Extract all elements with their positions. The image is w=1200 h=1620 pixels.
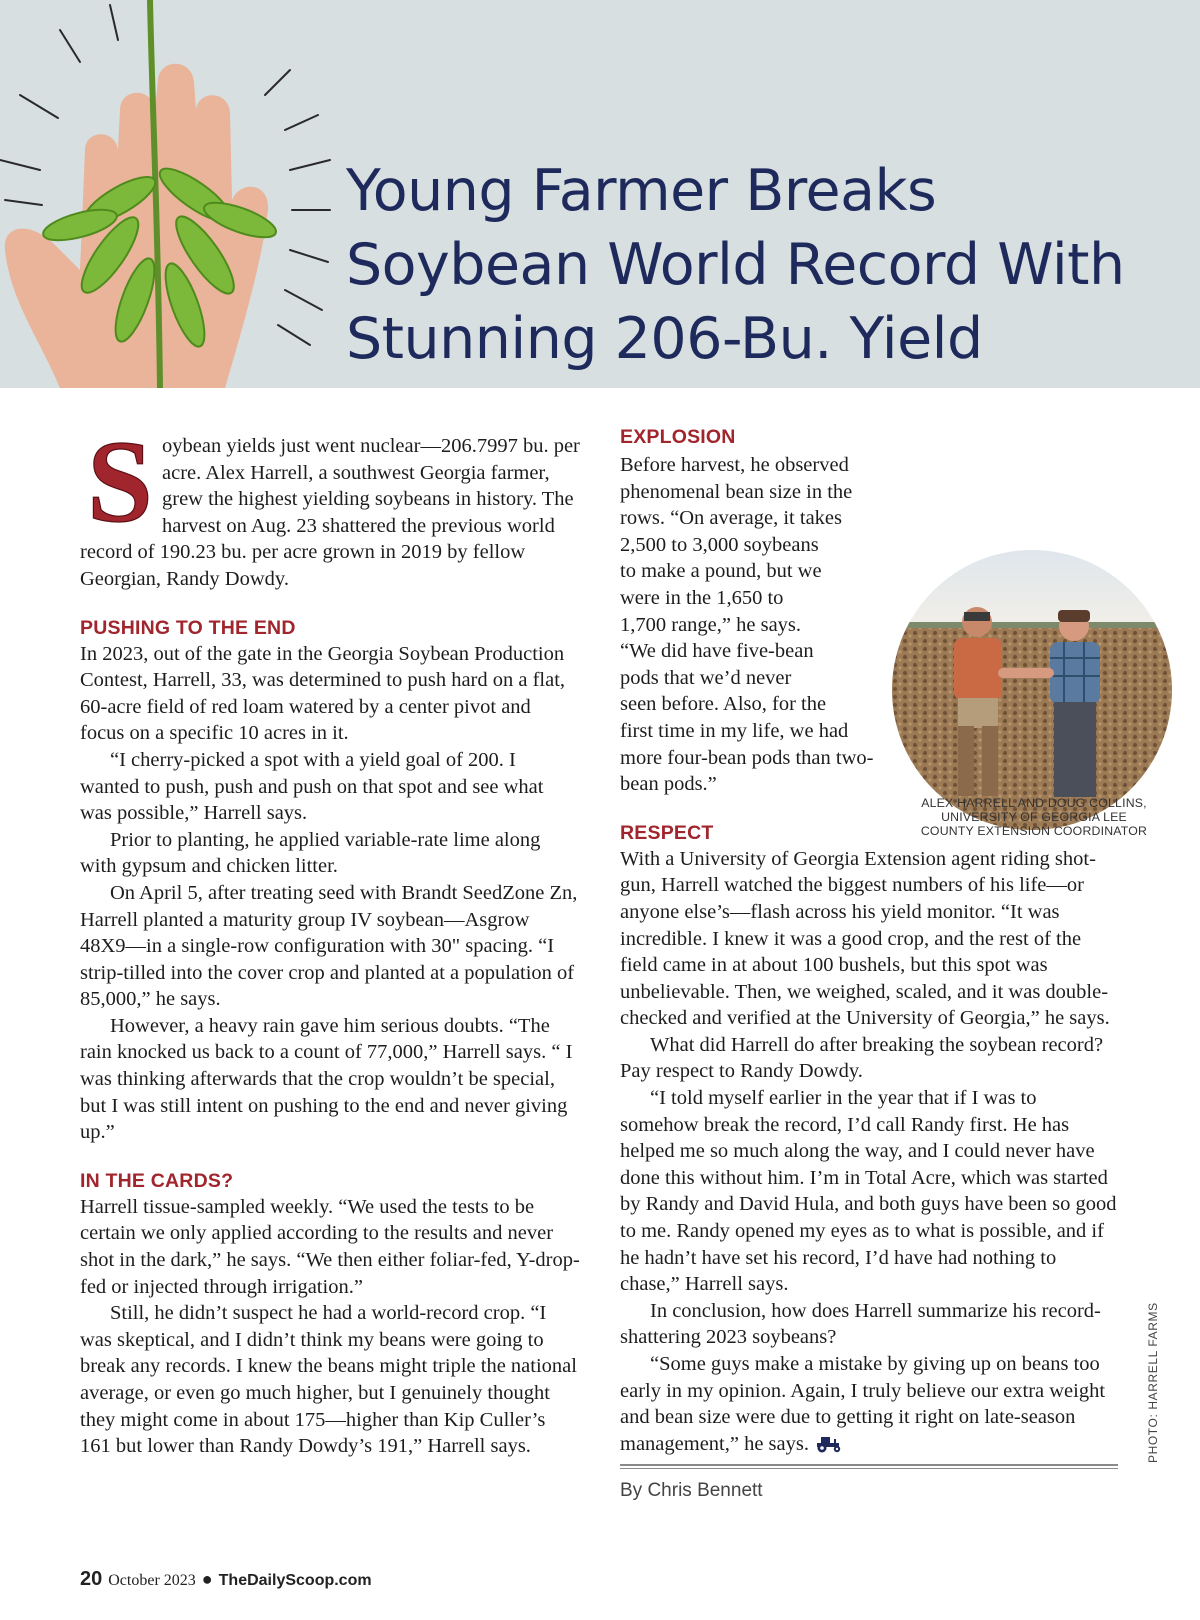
section-heading: RESPECT	[620, 821, 714, 844]
tractor-icon	[815, 1435, 845, 1453]
body-paragraph: Harrell tissue-sampled weekly. “We used the tests to be certain we only applied according to the results and never shot in the dark,” he says. “We then either foliar-fed, Y-drop-fed or injected through irrigation.”	[80, 1195, 580, 1298]
divider	[620, 1464, 1118, 1466]
body-paragraph: However, a heavy rain gave him serious doubts. “The rain knocked us back to a count of 77,000,” Harrell says. “ I was thinking afterwards that the crop wouldn’t be special, but I was still intent on pushing to the end and never giving up.”	[80, 1014, 573, 1144]
soybean-hand-illustration	[0, 0, 340, 388]
body-paragraph: With a University of Georgia Extension agent riding shotgun, Harrell watched the biggest numbers of his life—or anyone else’s—flash across his yield monitor. “It was incredible. I knew it was a good crop, and the rest of the field came in at about 100 bushels, but this spot was unbelievable. Then, we weighed, scaled, and it was double-checked and verified at the University of Georgia,” he says.	[620, 847, 1110, 1030]
issue-date: October 2023	[108, 1572, 196, 1589]
divider	[620, 1468, 1118, 1469]
section-heading: PUSHING TO THE END	[80, 616, 296, 639]
body-paragraph: In 2023, out of the gate in the Georgia Soybean Production Contest, Harrell, 33, was determined to push hard on a flat, 60-acre field of red loam watered by a center pivot and focus on a specific 10 acres in it.	[80, 642, 566, 745]
photo-caption	[900, 796, 1168, 838]
bullet-icon: ●	[201, 1569, 213, 1589]
caption-line: ALEX HARRELL AND DOUG COLLINS,	[921, 796, 1147, 810]
page-number: 20	[80, 1568, 103, 1590]
byline: By Chris Bennett	[620, 1480, 763, 1501]
caption-line: COUNTY EXTENSION COORDINATOR	[920, 824, 1148, 838]
body-paragraph: What did Harrell do after breaking the soybean record? Pay respect to Randy Dowdy.	[620, 1033, 1104, 1083]
headline-line: Soybean World Record With	[346, 232, 1125, 298]
drop-cap-letter	[80, 435, 160, 531]
section-heading: EXPLOSION	[620, 426, 736, 448]
body-paragraph: “I cherry-picked a spot with a yield goal of 200. I wanted to push, push and push on that spot and see what was possible,” Harrell says.	[80, 748, 544, 825]
headline-line: Stunning 206-Bu. Yield	[346, 306, 983, 372]
body-paragraph: On April 5, after treating seed with Brandt SeedZone Zn, Harrell planted a maturity group IV soybean—Asgrow 48X9—in a single-row configuration with 30" spacing. “I strip-tilled into the cover crop and planted at a population of 85,000,” he says.	[80, 881, 578, 1011]
body-paragraph: Prior to planting, he applied variable-rate lime along with gypsum and chicken litter.	[80, 828, 541, 878]
article-headline	[346, 154, 1125, 376]
intro-paragraph: oybean yields just went nuclear—206.7997 bu. per acre. Alex Harrell, a southwest Georgia farmer, grew the highest yielding soybeans in history. The harvest on Aug. 23 shattered the previous world record of 190.23 bu. per acre grown in 2019 by fellow Georgian, Randy Dowdy.	[80, 435, 580, 590]
caption-line: UNIVERSITY OF GEORGIA LEE	[941, 810, 1127, 824]
photo-credit: PHOTO: HARRELL FARMS	[1146, 1302, 1160, 1463]
left-column	[80, 433, 580, 1460]
body-paragraph: In conclusion, how does Harrell summarize his record-shattering 2023 soybeans?	[620, 1299, 1101, 1349]
section-heading: IN THE CARDS?	[80, 1169, 234, 1192]
svg-text:S: S	[87, 435, 153, 531]
body-paragraph	[620, 1351, 1120, 1457]
headline-line: Young Farmer Breaks	[346, 158, 937, 224]
body-paragraph: Before harvest, he observed phenomenal bean size in the rows. “On average, it takes 2,500 to 3,000 soybeans to make a pound, but we were in the 1,650 to 1,700 range,” he says. “We did have five-bean pods that we’d never seen before. Also, for the first time in my life, we had more four-bean pods than two-bean pods.”	[620, 454, 874, 796]
harrell-collins-photo	[892, 550, 1172, 830]
site-link[interactable]: TheDailyScoop.com	[218, 1572, 372, 1589]
body-paragraph: Still, he didn’t suspect he had a world-record crop. “I was skeptical, and I didn’t think my beans were going to break any records. I knew the beans might triple the national average, or even go much higher, but I genuinely thought they might come in about 175—higher than Kip Culler’s 161 but lower than Randy Dowdy’s 191,” Harrell says.	[80, 1302, 577, 1458]
header-band	[0, 0, 1200, 388]
page-footer	[80, 1568, 372, 1591]
closing-text: “Some guys make a mistake by giving up on beans too early in my opinion. Again, I truly believe our extra weight and bean size were due to getting it right on late-season management,” he says.	[620, 1353, 1106, 1455]
body-paragraph: “I told myself earlier in the year that if I was to somehow break the record, I’d call Randy first. He has helped me so much along the way, and I could never have done this without him. I’m in Total Acre, which was started by Randy and David Hula, and both guys have been so good to me. Randy opened my eyes as to what is possible, and if he hadn’t have set his record, I’d have had nothing to chase,” Harrell says.	[620, 1087, 1117, 1296]
drop-cap	[80, 435, 160, 531]
